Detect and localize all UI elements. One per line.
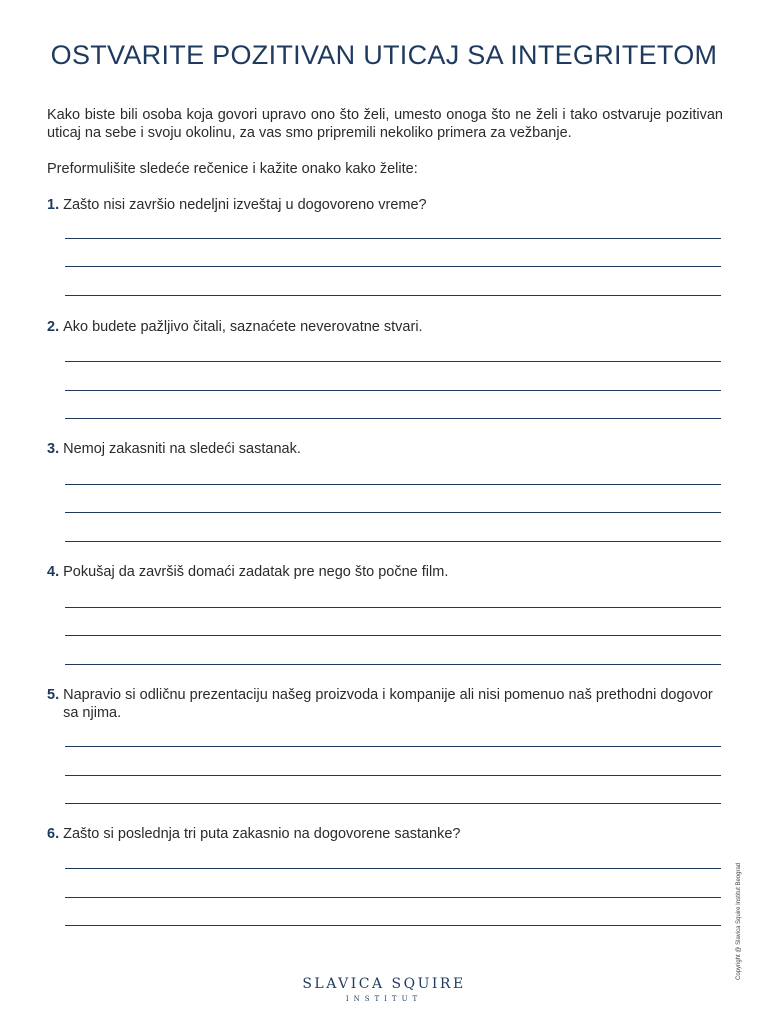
answer-line[interactable]: [65, 266, 721, 267]
answer-line[interactable]: [65, 803, 721, 804]
question-text: Zašto si poslednja tri puta zakasnio na dogovorene sastanke?: [63, 826, 461, 842]
answer-line[interactable]: [65, 295, 721, 296]
logo-subtitle: INSTITUT: [345, 995, 423, 1003]
question-text: Ako budete pažljivo čitali, saznaćete neverovatne stvari.: [63, 319, 423, 335]
question-text: Nemoj zakasniti na sledeći sastanak.: [63, 441, 301, 457]
answer-line[interactable]: [65, 238, 721, 239]
answer-line[interactable]: [65, 361, 721, 362]
answer-line[interactable]: [65, 512, 721, 513]
question-text: Pokušaj da završiš domaći zadatak pre nego što počne film.: [63, 564, 449, 580]
question-5: [47, 686, 723, 722]
answer-line[interactable]: [65, 607, 721, 608]
answer-line[interactable]: [65, 746, 721, 747]
answer-line[interactable]: [65, 541, 721, 542]
intro-paragraph: Kako biste bili osoba koja govori upravo ono što želi, umesto onoga što ne želi i tako ostvaruje pozitivan uticaj na sebe i svoju okolinu, za vas smo pripremili nekoliko primera za vežbanje.: [47, 107, 723, 141]
answer-line[interactable]: [65, 484, 721, 485]
question-number: 2.: [47, 319, 60, 335]
logo-wordmark: SLAVICA SQUIRE: [302, 976, 466, 992]
question-text: Napravio si odličnu prezentaciju našeg proizvoda i kompanije ali nisi pomenuo naš prethodni dogovor sa njima.: [63, 687, 713, 721]
question-text: Zašto nisi završio nedeljni izveštaj u dogovoreno vreme?: [63, 197, 427, 213]
answer-line[interactable]: [65, 925, 721, 926]
answer-line[interactable]: [65, 635, 721, 636]
question-number: 1.: [47, 197, 60, 213]
answer-line[interactable]: [65, 418, 721, 419]
answer-line[interactable]: [65, 390, 721, 391]
question-number: 3.: [47, 441, 60, 457]
answer-line[interactable]: [65, 868, 721, 869]
copyright-notice: Copyright @ Slavica Squire Institut Beograd: [736, 862, 742, 980]
question-2: [47, 318, 723, 336]
question-number: 6.: [47, 826, 60, 842]
question-4: [47, 563, 723, 581]
answer-line[interactable]: [65, 775, 721, 776]
page-title: OSTVARITE POZITIVAN UTICAJ SA INTEGRITETOM: [50, 40, 718, 70]
question-6: [47, 825, 723, 843]
answer-line[interactable]: [65, 897, 721, 898]
question-number: 5.: [47, 687, 60, 703]
answer-line[interactable]: [65, 664, 721, 665]
instruction-text: Preformulišite sledeće rečenice i kažite onako kako želite:: [47, 161, 418, 177]
question-number: 4.: [47, 564, 60, 580]
question-1: [47, 196, 723, 214]
question-3: [47, 440, 723, 458]
institute-logo: [0, 976, 768, 1003]
